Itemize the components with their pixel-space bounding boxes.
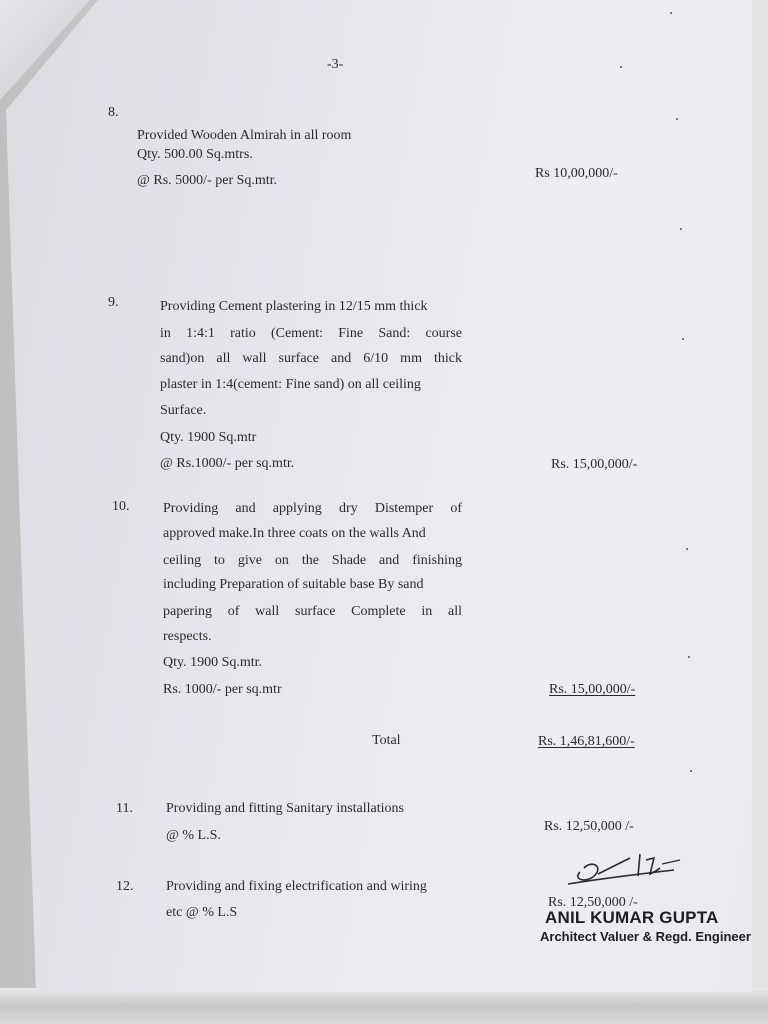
item-11-line-1: Providing and fitting Sanitary installations xyxy=(166,801,404,816)
item-12-number: 12. xyxy=(116,879,134,894)
item-9-number: 9. xyxy=(108,295,119,310)
item-10-number: 10. xyxy=(112,499,130,514)
item-10-line-5: papering of wall surface Complete in all xyxy=(163,604,462,619)
document-page xyxy=(6,0,752,992)
scan-speck xyxy=(682,338,684,340)
item-10-line-8: Rs. 1000/- per sq.mtr xyxy=(163,682,282,697)
item-12-amount: Rs. 12,50,000 /- xyxy=(548,895,638,910)
item-8-line-3: @ Rs. 5000/- per Sq.mtr. xyxy=(137,173,278,188)
signature xyxy=(562,850,686,890)
item-10-line-3: ceiling to give on the Shade and finishing xyxy=(163,553,462,568)
scan-speck xyxy=(680,228,682,230)
item-9-line-6: Qty. 1900 Sq.mtr xyxy=(160,430,257,445)
stamp-name: ANIL KUMAR GUPTA xyxy=(545,908,719,927)
item-9-line-5: Surface. xyxy=(160,403,207,418)
item-12-line-2: etc @ % L.S xyxy=(166,905,238,920)
item-8-number: 8. xyxy=(108,105,119,120)
item-9-line-3: sand)on all wall surface and 6/10 mm thick xyxy=(160,351,462,366)
item-11-number: 11. xyxy=(116,801,133,816)
table-edge xyxy=(0,988,768,1024)
item-9-amount: Rs. 15,00,000/- xyxy=(551,457,638,472)
item-10-line-1: Providing and applying dry Distemper of xyxy=(163,501,462,516)
item-8-amount: Rs 10,00,000/- xyxy=(535,166,618,181)
item-8-line-2: Qty. 500.00 Sq.mtrs. xyxy=(137,147,253,162)
item-10-line-2: approved make.In three coats on the walls And xyxy=(163,526,426,541)
scan-speck xyxy=(686,548,688,550)
item-10-amount: Rs. 15,00,000/- xyxy=(549,682,636,697)
item-8-line-1: Provided Wooden Almirah in all room xyxy=(137,128,352,143)
item-9-line-7: @ Rs.1000/- per sq.mtr. xyxy=(160,456,295,471)
item-12-line-1: Providing and fixing electrification and wiring xyxy=(166,879,427,894)
item-10-line-6: respects. xyxy=(163,629,212,644)
scan-speck xyxy=(676,118,678,120)
total-amount: Rs. 1,46,81,600/- xyxy=(538,734,635,749)
scan-speck xyxy=(620,66,622,68)
stamp-title: Architect Valuer & Regd. Engineer xyxy=(540,929,751,944)
item-9-line-1: Providing Cement plastering in 12/15 mm thick xyxy=(160,299,428,314)
item-10-line-4: including Preparation of suitable base By sand xyxy=(163,577,424,592)
scan-speck xyxy=(690,770,692,772)
item-9-line-2: in 1:4:1 ratio (Cement: Fine Sand: course xyxy=(160,326,462,341)
page-number: -3- xyxy=(327,57,344,72)
item-11-line-2: @ % L.S. xyxy=(166,828,221,843)
total-label: Total xyxy=(372,733,401,748)
item-9-line-4: plaster in 1:4(cement: Fine sand) on all ceiling xyxy=(160,377,421,392)
item-11-amount: Rs. 12,50,000 /- xyxy=(544,819,634,834)
scan-speck xyxy=(670,12,672,14)
item-10-line-7: Qty. 1900 Sq.mtr. xyxy=(163,655,263,670)
scan-speck xyxy=(688,656,690,658)
